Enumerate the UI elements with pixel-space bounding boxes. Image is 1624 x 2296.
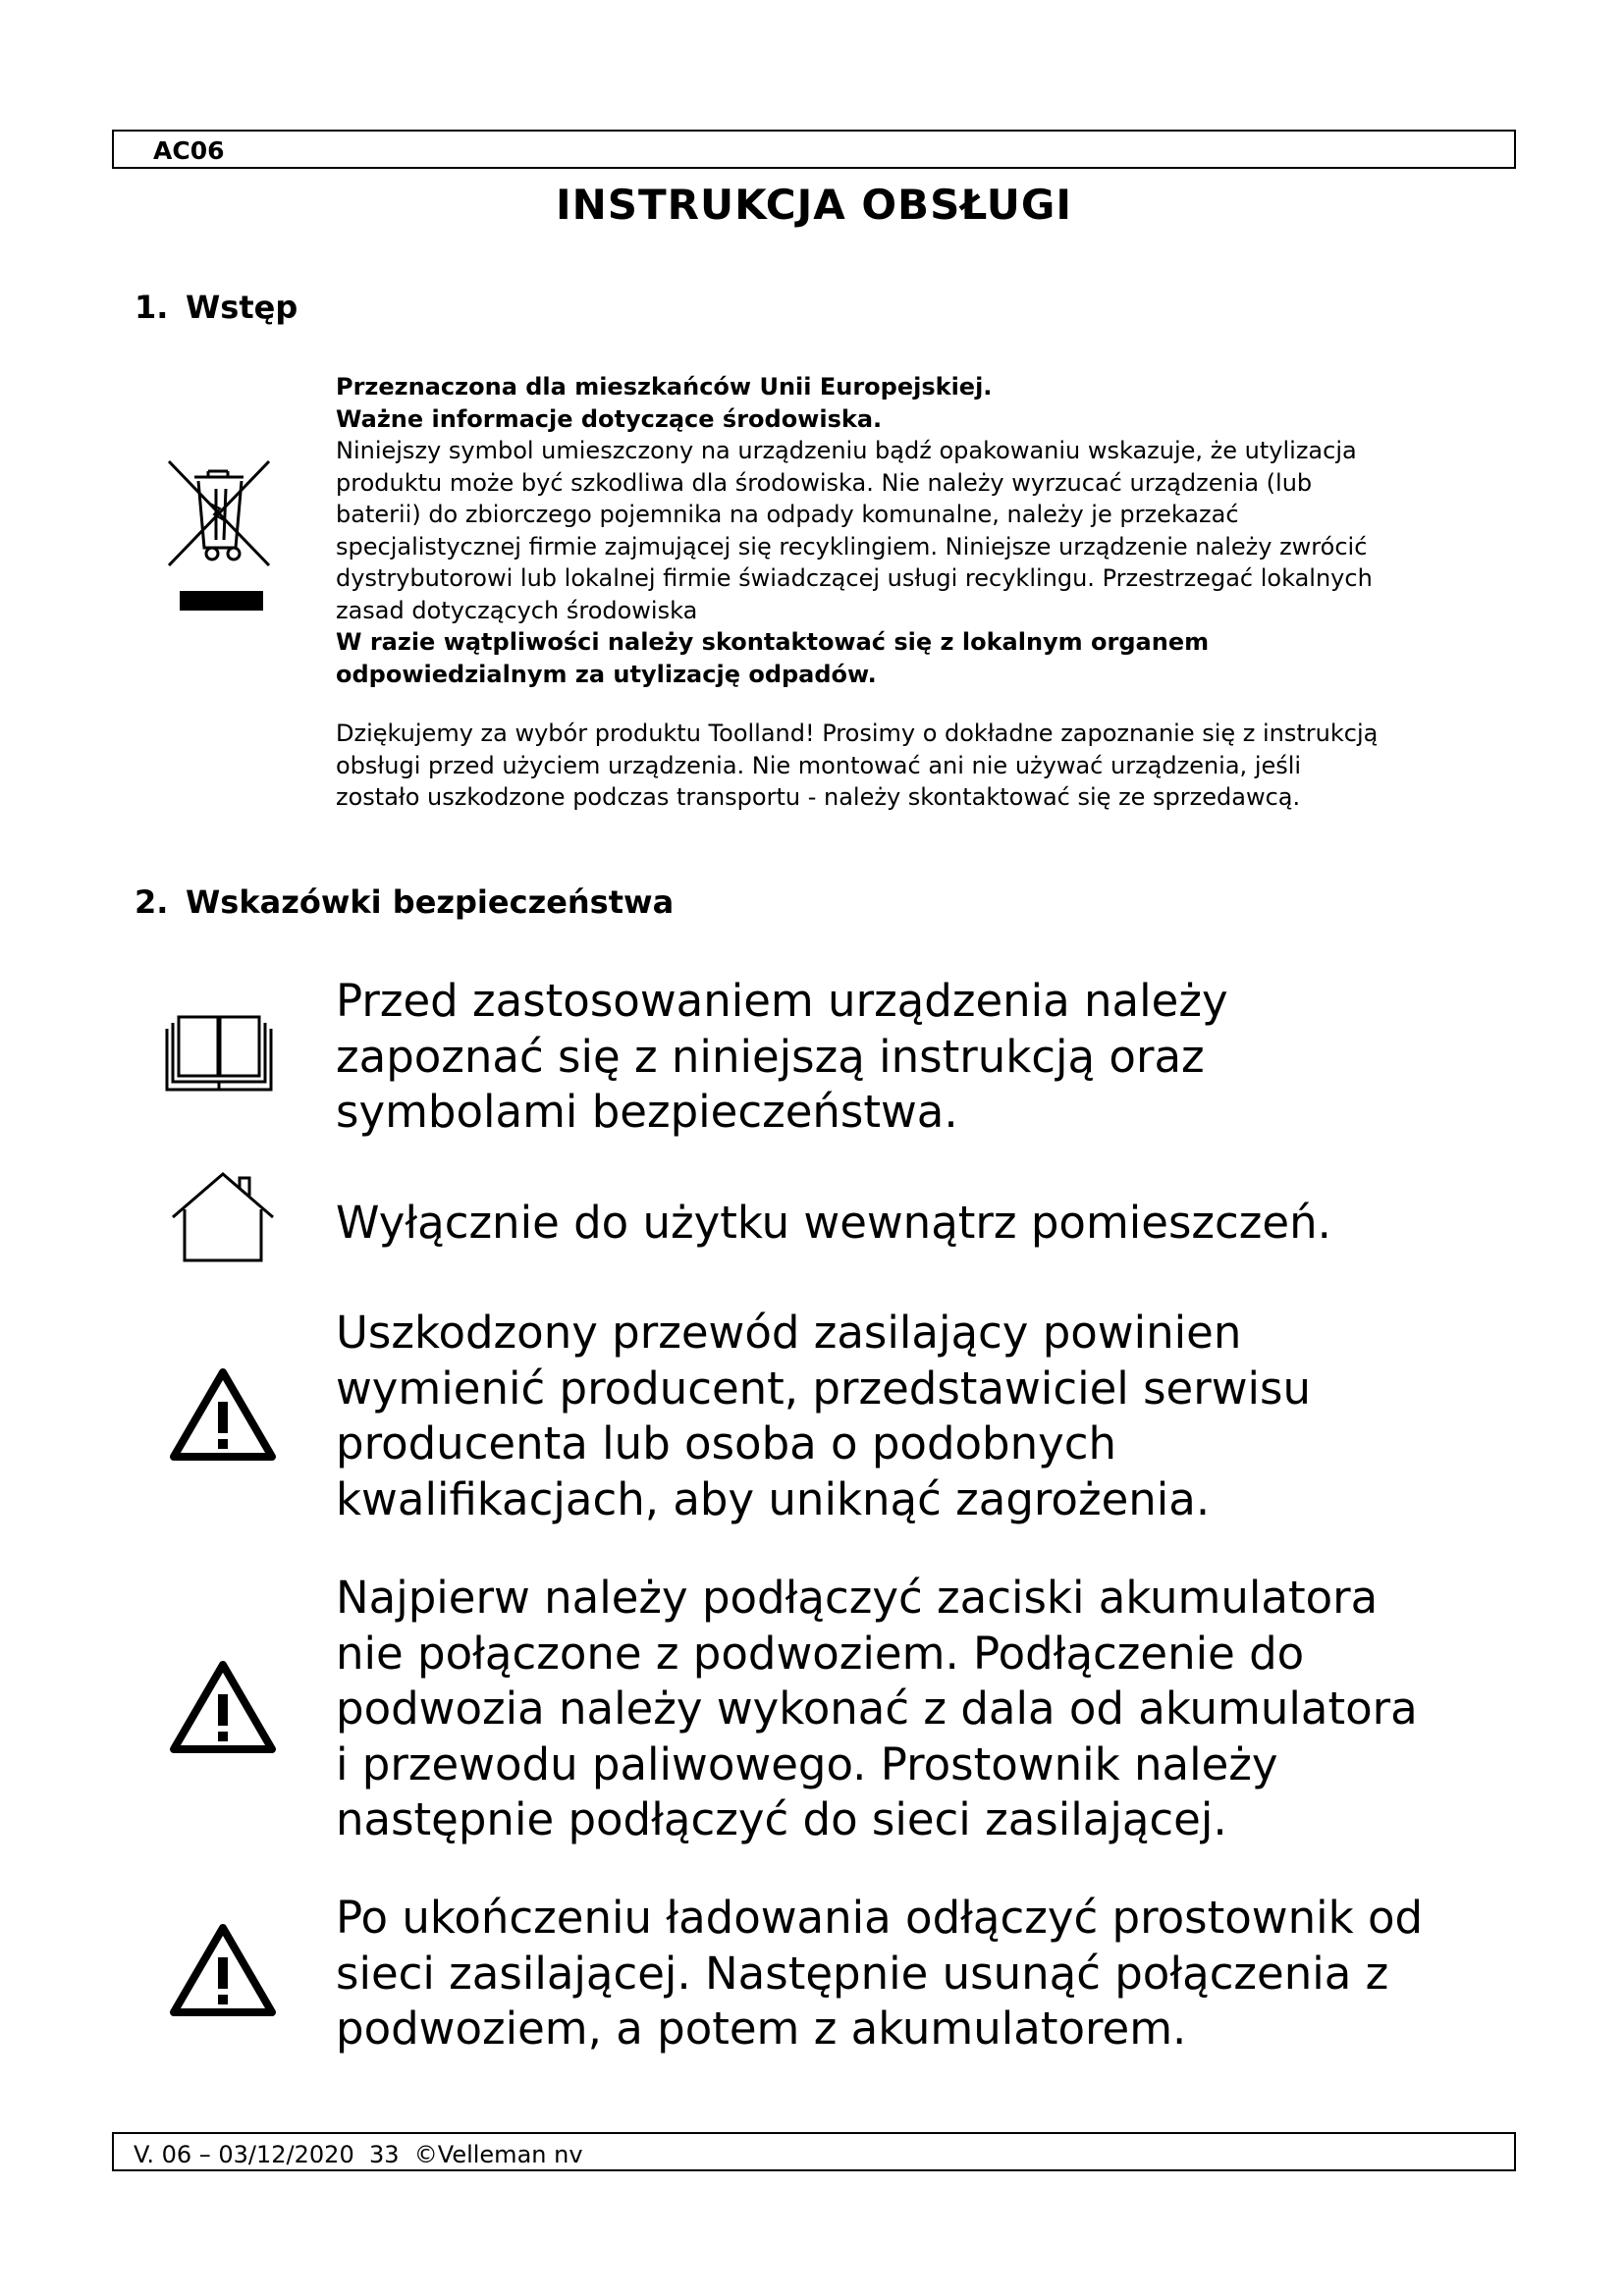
safety-line: Przed zastosowaniem urządzenia należy [336, 975, 1228, 1027]
safety-item-cord [336, 1306, 1514, 1527]
safety-line: sieci zasilającej. Następnie usunąć połączenia z [336, 1947, 1389, 2000]
manual-book-icon [165, 1011, 273, 1092]
safety-line: wymienić producent, przedstawiciel serwisu [336, 1362, 1311, 1415]
safety-line: następnie podłączyć do sieci zasilającej. [336, 1793, 1227, 1845]
env-line: dystrybutorowi lub lokalnej firmie świadczącej usługi recyklingu. Przestrzegać lokalnych [336, 564, 1373, 592]
safety-item-manual [336, 974, 1514, 1141]
weee-bin-icon [165, 457, 273, 614]
section-1-heading [135, 289, 298, 326]
safety-item-disconnect [336, 1891, 1514, 2057]
safety-line: podwozia należy wykonać z dala od akumulatora [336, 1682, 1418, 1735]
thanks-line: obsługi przed użyciem urządzenia. Nie montować ani nie używać urządzenia, jeśli [336, 751, 1302, 779]
env-line: specjalistycznej firmie zajmującej się recyklingiem. Niniejsze urządzenie należy zwrócić [336, 532, 1368, 561]
safety-line: symbolami bezpieczeństwa. [336, 1086, 958, 1138]
section-2-heading [135, 883, 674, 921]
safety-line: i przewodu paliwowego. Prostownik należy [336, 1737, 1278, 1790]
thanks-line: zostało uszkodzone podczas transportu - należy skontaktować się ze sprzedawcą. [336, 783, 1301, 811]
safety-line: nie połączone z podwoziem. Podłączenie do [336, 1627, 1305, 1680]
safety-line: kwalifikacjach, aby uniknąć zagrożenia. [336, 1472, 1211, 1525]
safety-item-connection [336, 1571, 1514, 1848]
warning-triangle-icon [169, 1659, 277, 1753]
warning-triangle-icon [169, 1366, 277, 1461]
env-line: produktu może być szkodliwa dla środowiska. Nie należy wyrzucać urządzenia (lub [336, 468, 1313, 497]
thanks-line: Dziękujemy za wybór produktu Toolland! Prosimy o dokładne zapoznanie się z instrukcją [336, 720, 1379, 747]
env-line: baterii) do zbiorczego pojemnika na odpady komunalne, należy je przekazać [336, 501, 1239, 528]
contact-line: W razie wątpliwości należy skontaktować się z lokalnym organem [336, 628, 1210, 656]
safety-line: Uszkodzony przewód zasilający powinien [336, 1307, 1242, 1359]
intro-block [336, 371, 1494, 814]
header-box [112, 130, 1516, 169]
safety-line: Wyłącznie do użytku wewnątrz pomieszczeń. [336, 1197, 1331, 1249]
page-title: INSTRUKCJA OBSŁUGI [556, 181, 1072, 229]
safety-line: producenta lub osoba o podobnych [336, 1417, 1117, 1469]
section-1-title: Wstęp [186, 289, 298, 326]
section-2-number: 2. [135, 883, 169, 921]
safety-item-indoor [336, 1196, 1514, 1252]
warning-triangle-icon [169, 1922, 277, 2016]
eu-notice: Przeznaczona dla mieszkańców Unii Europejskiej. [336, 373, 993, 400]
indoor-house-icon [169, 1170, 277, 1264]
safety-line: Po ukończeniu ładowania odłączyć prostownik od [336, 1892, 1424, 1944]
safety-line: podwoziem, a potem z akumulatorem. [336, 2002, 1187, 2055]
model-label: AC06 [153, 136, 225, 165]
contact-line: odpowiedzialnym za utylizację odpadów. [336, 660, 877, 688]
env-line: Niniejszy symbol umieszczony na urządzeniu bądź opakowaniu wskazuje, że utylizacja [336, 437, 1357, 464]
footer-text: V. 06 – 03/12/2020 33 ©Velleman nv [134, 2141, 583, 2168]
section-1-number: 1. [135, 289, 169, 326]
safety-line: Najpierw należy podłączyć zaciski akumulatora [336, 1572, 1379, 1624]
environment-heading: Ważne informacje dotyczące środowiska. [336, 404, 883, 433]
section-2-title: Wskazówki bezpieczeństwa [186, 883, 675, 921]
footer-box [112, 2132, 1516, 2171]
safety-line: zapoznać się z niniejszą instrukcją oraz [336, 1030, 1205, 1083]
env-line: zasad dotyczących środowiska [336, 596, 698, 624]
